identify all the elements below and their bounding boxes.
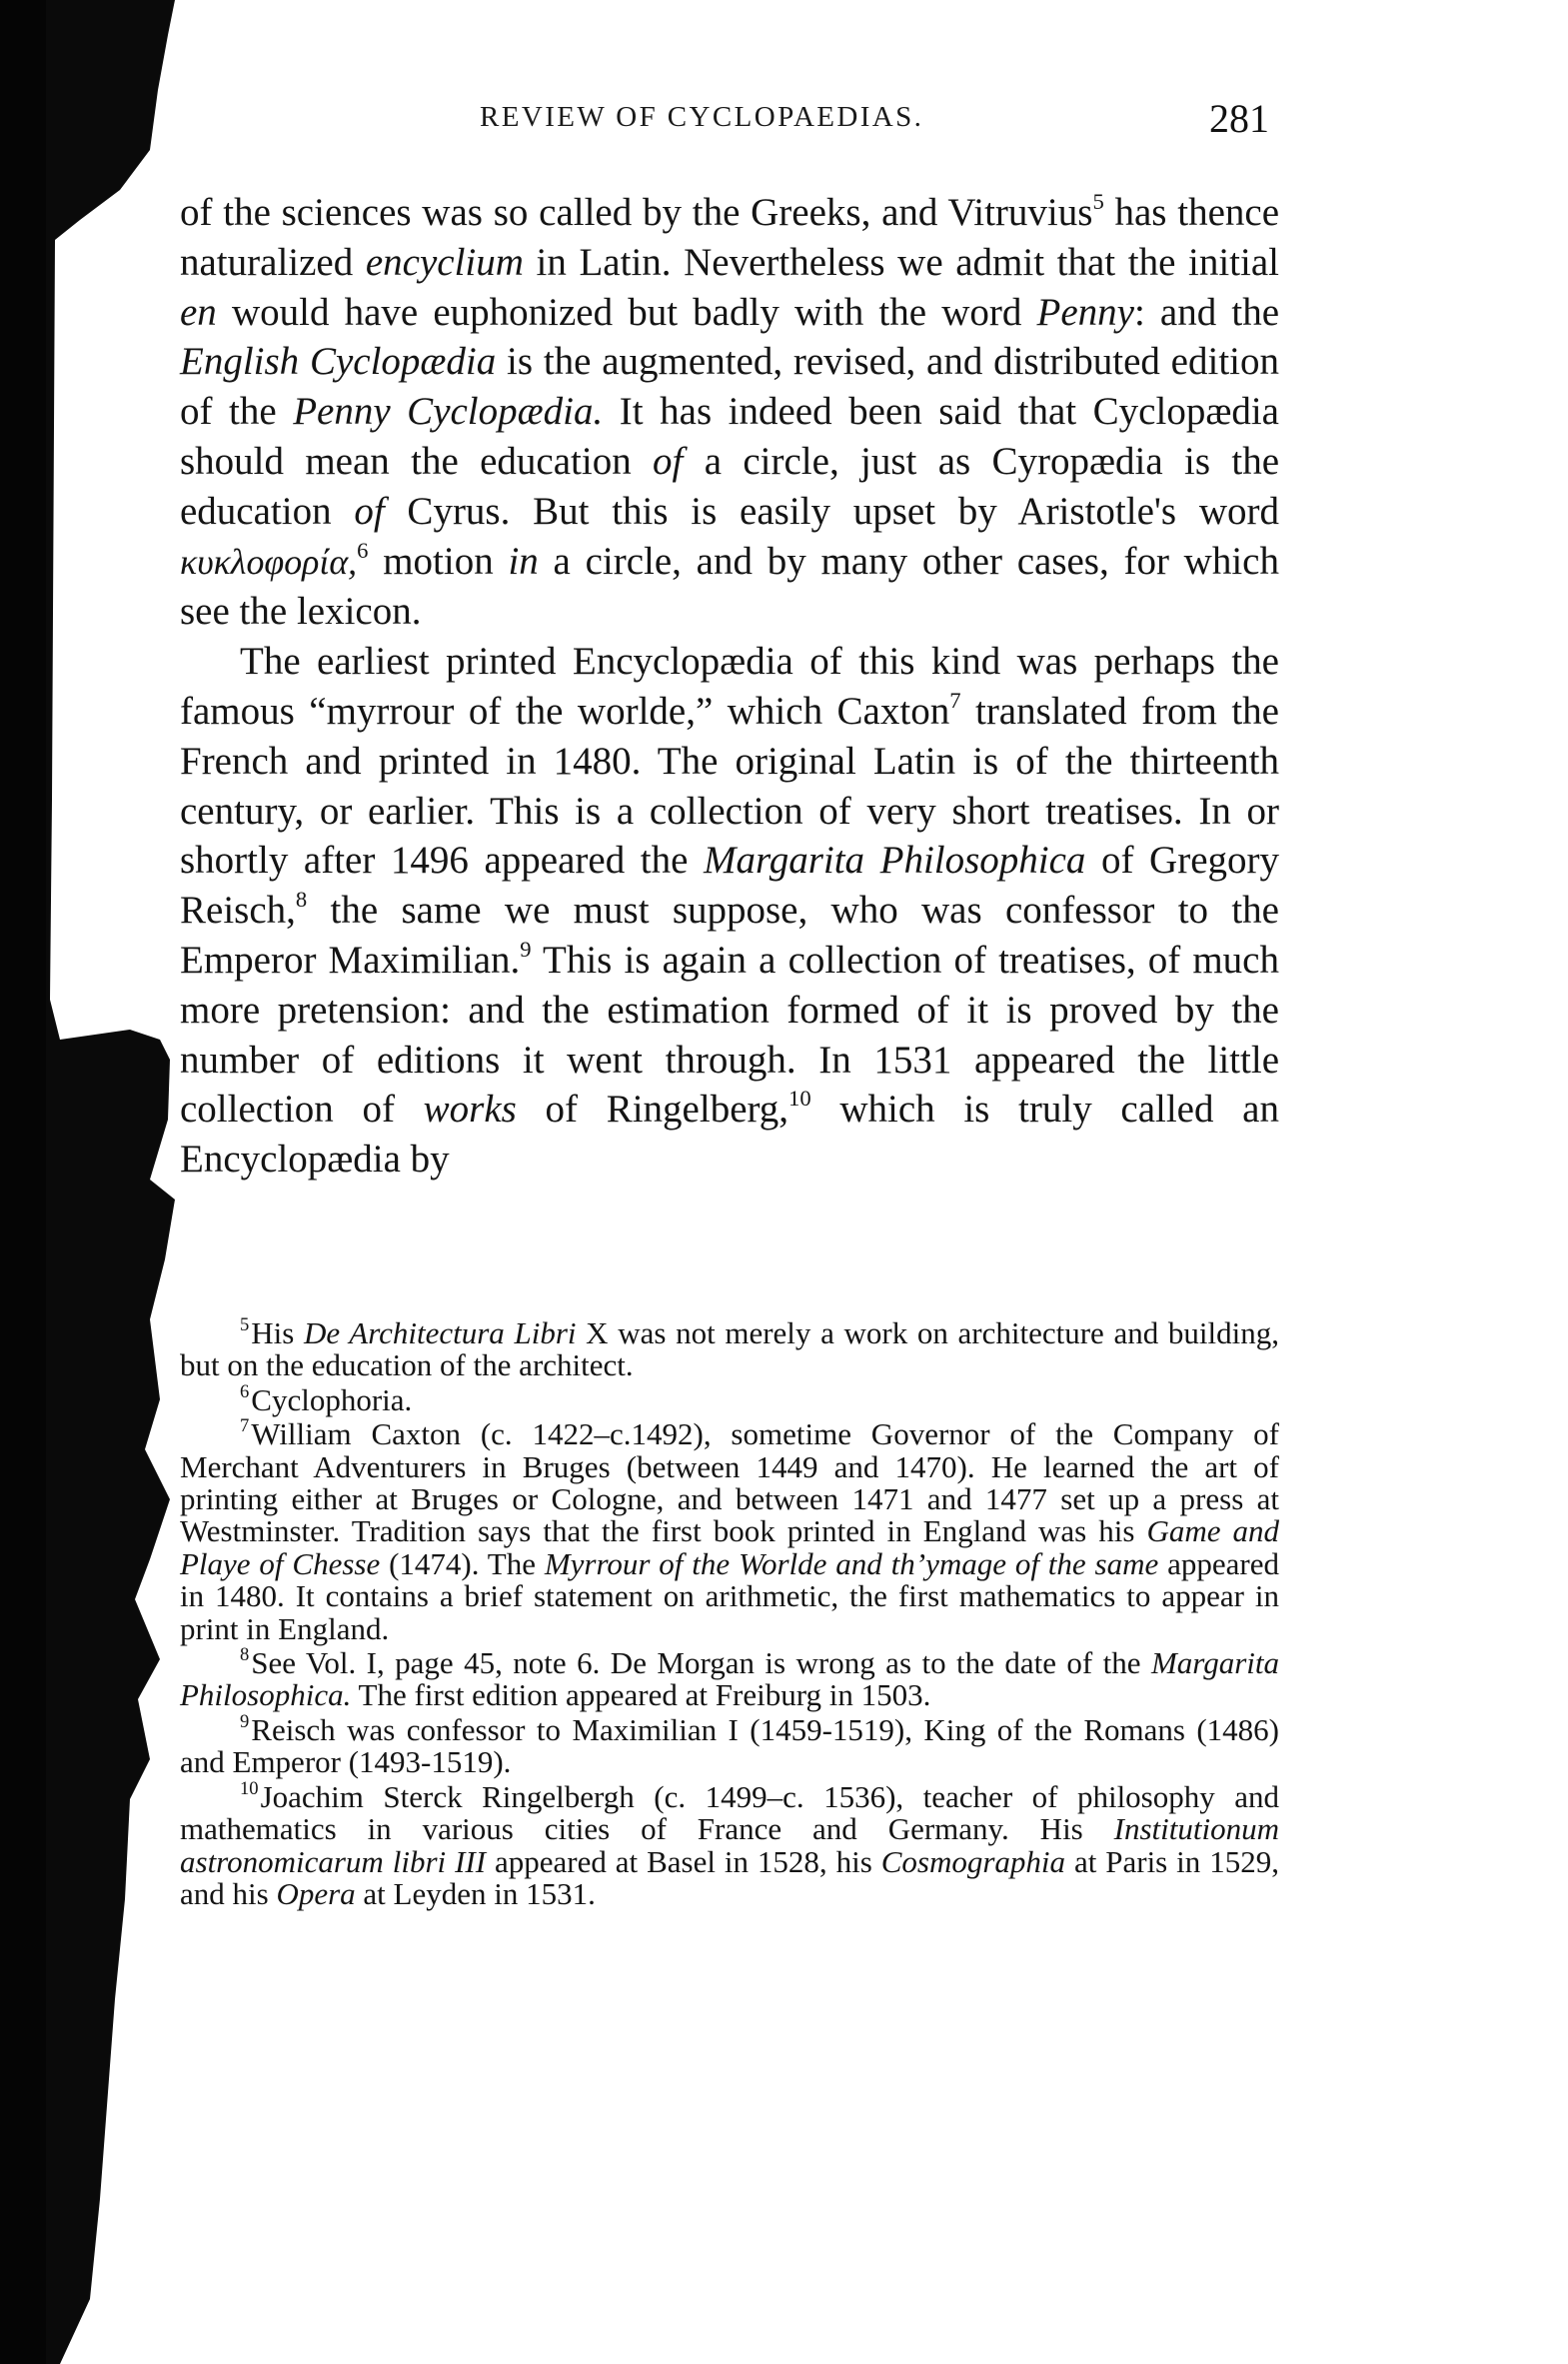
- page-number: 281: [1209, 96, 1269, 141]
- footnote-5: $^5$His De Architectura Libri X was not merely a work on architecture and building, but on the education of the architect.: [180, 1313, 1279, 1383]
- footnote-ref-9[interactable]: 9: [520, 937, 532, 963]
- paragraph-1: of the sciences was so called by the Greeks, and Vitruvius$^5$ has thence naturalized encyclium in Latin. Nevertheless we admit that the initial en would have euphonized but badly with the word Penny: and the English Cyclopædia is the augmented, revised, and distributed edition of the Penny Cyclopædia. It has indeed been said that Cyclopædia should mean the education of a circle, just as Cyropædia is the education of Cyrus. But this is easily upset by Aristotle's word κυκλοφορία,$^6$ motion in a circle, and by many other cases, for which see the lexicon.: [180, 189, 1280, 634]
- footnote-ref-5[interactable]: 5: [1092, 189, 1104, 215]
- footnote-9: $^9$Reisch was confessor to Maximilian I (1459-1519), King of the Romans (1486) and Emperor (1493-1519).: [180, 1710, 1279, 1780]
- footnotes: [180, 1313, 1279, 1912]
- page-header: [480, 95, 1269, 155]
- book-binding-edge: [0, 0, 190, 2364]
- paragraph-2: The earliest printed Encyclopædia of this kind was perhaps the famous “myrrour of the worlde,” which Caxton$^7$ translated from the French and printed in 1480. The original Latin is of the thirteenth century, or earlier. This is a collection of very short treatises. In or shortly after 1496 appeared the Margarita Philosophica of Gregory Reisch,$^8$ the same we must suppose, who was confessor to the Emperor Maximilian.$^9$ This is again a collection of treatises, of much more pretension: and the estimation formed of it is proved by the number of editions it went through. In 1531 appeared the little collection of works of Ringelberg,$^{10}$ which is truly called an Encyclopædia by: [180, 640, 1280, 1182]
- footnote-8: $^8$See Vol. I, page 45, note 6. De Morgan is wrong as to the date of the Margarita Philosophica. The first edition appeared at Freiburg in 1503.: [180, 1644, 1279, 1713]
- footnote-10: $^{10}$Joachim Sterck Ringelbergh (c. 1499–c. 1536), teacher of philosophy and mathematics in various cities of France and Germany. His Institutionum astronomicarum libri III appeared at Basel in 1528, his Cosmographia at Paris in 1529, and his Opera at Leyden in 1531.: [180, 1777, 1279, 1911]
- footnote-6: $^6$Cyclophoria.: [240, 1380, 413, 1417]
- footnote-7: $^7$William Caxton (c. 1422–c.1492), sometime Governor of the Company of Merchant Adventurers in Bruges (between 1449 and 1470). He learned the art of printing either at Bruges or Cologne, and between 1471 and 1477 set up a press at Westminster. Tradition says that the first book printed in England was his Game and Playe of Chesse (1474). The Myrrour of the Worlde and th’ymage of the same appeared in 1480. It contains a brief statement on arithmetic, the first mathematics to appear in print in England.: [180, 1415, 1279, 1646]
- body-text: [180, 188, 1279, 1184]
- footnote-ref-6[interactable]: 6: [357, 537, 369, 563]
- running-head: REVIEW OF CYCLOPAEDIAS.: [480, 101, 924, 133]
- footnote-ref-8[interactable]: 8: [295, 887, 308, 913]
- greek-word: κυκλοφορία,: [180, 541, 358, 582]
- footnote-ref-10[interactable]: 10: [788, 1086, 811, 1112]
- footnote-ref-7[interactable]: 7: [949, 688, 961, 714]
